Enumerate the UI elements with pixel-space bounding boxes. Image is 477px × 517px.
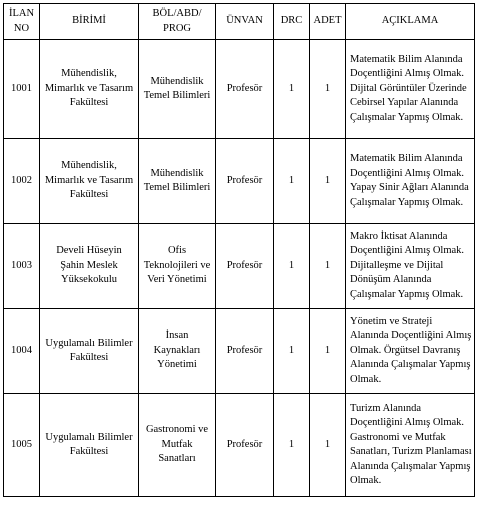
- cell-drc: 1: [274, 139, 310, 224]
- cell-ilan-no: 1005: [4, 394, 40, 497]
- cell-bolum: İnsan Kaynakları Yönetimi: [139, 309, 216, 394]
- cell-drc: 1: [274, 224, 310, 309]
- cell-ilan-no: 1002: [4, 139, 40, 224]
- cell-aciklama: Turizm Alanında Doçentliğini Almış Olmak. Gastronomi ve Mutfak Sanatları, Turizm Planlaması Alanında Çalışmalar Yapmış Olmak.: [346, 394, 475, 497]
- cell-ilan-no: 1001: [4, 40, 40, 139]
- header-ilan-no: İLAN NO: [4, 4, 40, 40]
- cell-ilan-no: 1003: [4, 224, 40, 309]
- header-aciklama: AÇIKLAMA: [346, 4, 475, 40]
- table-row: [4, 309, 475, 394]
- cell-bolum: Mühendislik Temel Bilimleri: [139, 139, 216, 224]
- cell-adet: 1: [310, 309, 346, 394]
- cell-bolum: Ofis Teknolojileri ve Veri Yönetimi: [139, 224, 216, 309]
- cell-birimi: Mühendislik, Mimarlık ve Tasarım Fakültesi: [40, 40, 139, 139]
- cell-bolum: Mühendislik Temel Bilimleri: [139, 40, 216, 139]
- cell-aciklama: Yönetim ve Strateji Alanında Doçentliğini Almış Olmak. Örgütsel Davranış Alanında Çalışmalar Yapmış Olmak.: [346, 309, 475, 394]
- cell-birimi: Develi Hüseyin Şahin Meslek Yüksekokulu: [40, 224, 139, 309]
- cell-adet: 1: [310, 139, 346, 224]
- cell-aciklama: Makro İktisat Alanında Doçentliğini Almış Olmak. Dijitalleşme ve Dijital Dönüşüm Alanında Çalışmalar Yapmış Olmak.: [346, 224, 475, 309]
- table-row: [4, 40, 475, 139]
- header-row: [4, 4, 475, 40]
- cell-adet: 1: [310, 40, 346, 139]
- header-birimi: BİRİMİ: [40, 4, 139, 40]
- cell-unvan: Profesör: [216, 394, 274, 497]
- cell-unvan: Profesör: [216, 40, 274, 139]
- header-bolum: BÖL/ABD/ PROG: [139, 4, 216, 40]
- table-row: [4, 139, 475, 224]
- cell-adet: 1: [310, 394, 346, 497]
- cell-bolum: Gastronomi ve Mutfak Sanatları: [139, 394, 216, 497]
- header-unvan: ÜNVAN: [216, 4, 274, 40]
- cell-birimi: Uygulamalı Bilimler Fakültesi: [40, 309, 139, 394]
- cell-unvan: Profesör: [216, 309, 274, 394]
- table-row: [4, 394, 475, 497]
- cell-birimi: Mühendislik, Mimarlık ve Tasarım Fakültesi: [40, 139, 139, 224]
- header-drc: DRC: [274, 4, 310, 40]
- table-row: [4, 224, 475, 309]
- cell-drc: 1: [274, 394, 310, 497]
- cell-drc: 1: [274, 40, 310, 139]
- cell-unvan: Profesör: [216, 224, 274, 309]
- cell-aciklama: Matematik Bilim Alanında Doçentliğini Almış Olmak. Yapay Sinir Ağları Alanında Çalışmalar Yapmış Olmak.: [346, 139, 475, 224]
- cell-adet: 1: [310, 224, 346, 309]
- cell-ilan-no: 1004: [4, 309, 40, 394]
- job-postings-table: [3, 3, 475, 497]
- cell-drc: 1: [274, 309, 310, 394]
- cell-aciklama: Matematik Bilim Alanında Doçentliğini Almış Olmak. Dijital Görüntüler Üzerinde Cebirsel Yapılar Alanında Çalışmalar Yapmış Olmak.: [346, 40, 475, 139]
- header-adet: ADET: [310, 4, 346, 40]
- cell-birimi: Uygulamalı Bilimler Fakültesi: [40, 394, 139, 497]
- cell-unvan: Profesör: [216, 139, 274, 224]
